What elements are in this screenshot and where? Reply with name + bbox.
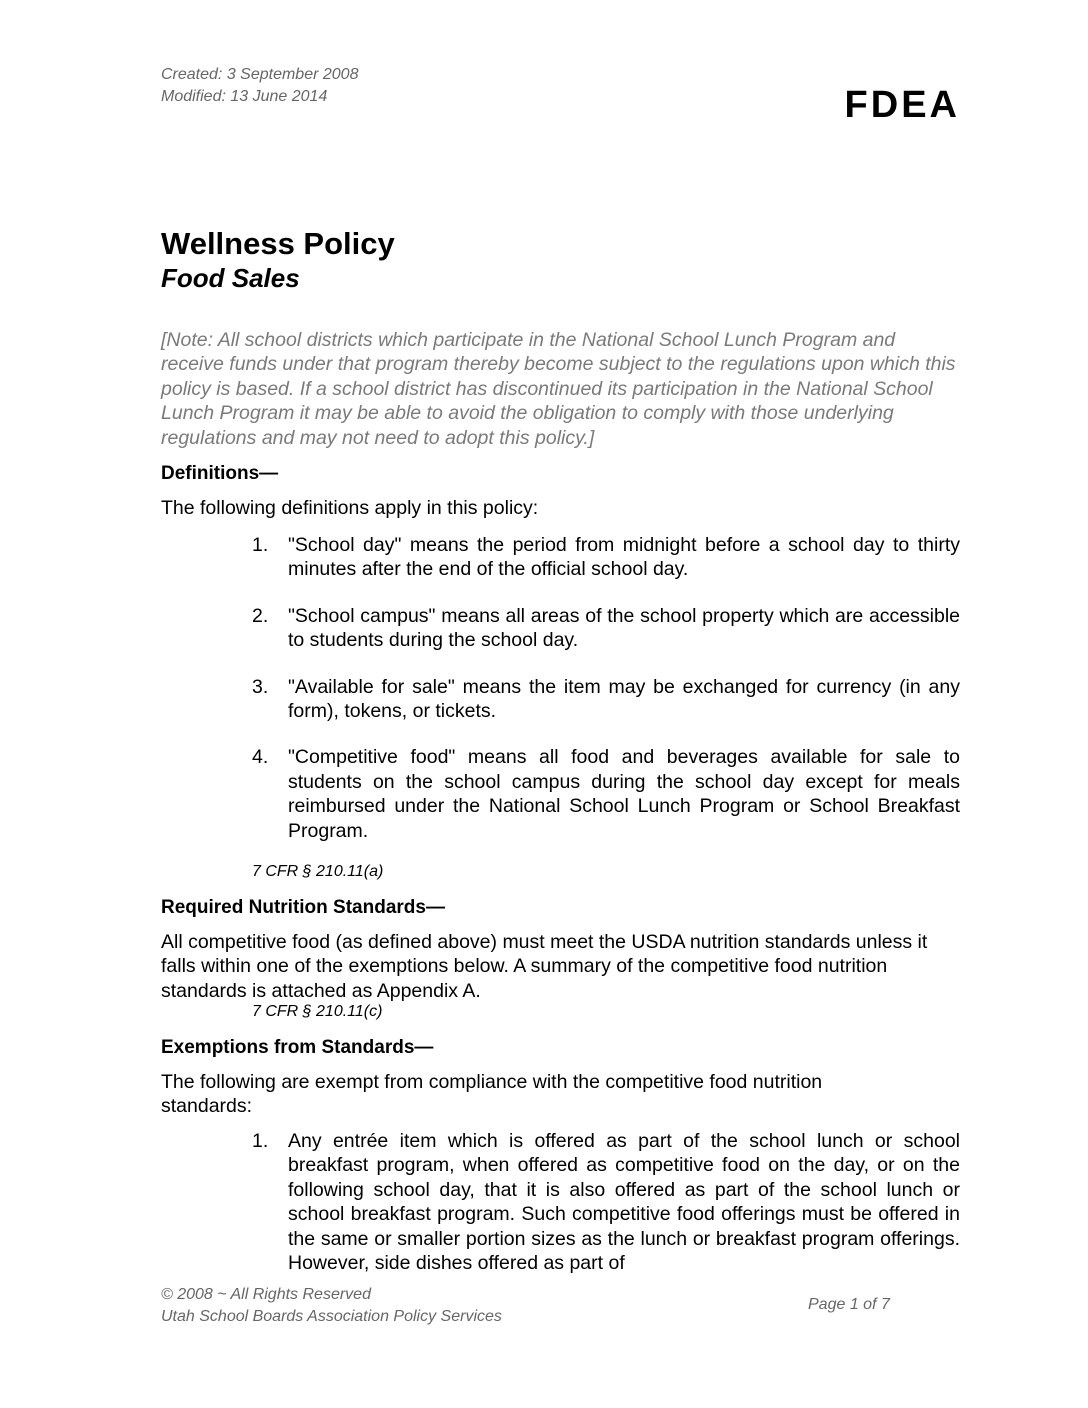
exemptions-list xyxy=(252,1129,960,1275)
list-item: 1. Any entrée item which is offered as part of the school lunch or school breakfast program, when offered as competitive food on the day, or on the following school day, that it is also offered as part of the school lunch or school breakfast program. Such competitive food offerings must be offered in the same or smaller portion sizes as the lunch or breakfast program offerings. However, side dishes offered as part of xyxy=(252,1130,960,1275)
standards-citation: 7 CFR § 210.11(c) xyxy=(252,1003,383,1020)
definitions-list xyxy=(252,533,960,843)
policy-code: FDEA xyxy=(844,84,960,126)
definitions-citation: 7 CFR § 210.11(a) xyxy=(252,863,384,880)
standards-heading: Required Nutrition Standards— xyxy=(161,897,445,918)
page-title: Wellness Policy xyxy=(161,226,395,261)
page-number: Page 1 of 7 xyxy=(808,1296,890,1313)
organization-text: Utah School Boards Association Policy Services xyxy=(161,1308,502,1325)
document-meta xyxy=(161,64,358,108)
definitions-intro: The following definitions apply in this policy: xyxy=(161,497,539,519)
standards-text: All competitive food (as defined above) must meet the USDA nutrition standards unless it falls within one of the exemptions below. A summary of the competitive food nutrition standards is attached as Appendix A. xyxy=(161,931,928,1002)
list-item: 4. "Competitive food" means all food and beverages available for sale to students on the school campus during the school day except for meals reimbursed under the National School Lunch Program or School Breakfast Program. xyxy=(252,746,960,842)
created-date: Created: 3 September 2008 xyxy=(161,66,359,83)
list-item: 3. "Available for sale" means the item may be exchanged for currency (in any form), tokens, or tickets. xyxy=(252,675,960,723)
editorial-note: [Note: All school districts which participate in the National School Lunch Program and receive funds under that program thereby become subject to the regulations upon which this policy is based. If a school district has discontinued its participation in the National School Lunch Program it may be able to avoid the obligation to comply with those underlying regulations and may not need to adopt this policy.] xyxy=(161,329,956,449)
copyright-text: © 2008 ~ All Rights Reserved xyxy=(161,1286,371,1303)
exemptions-intro: The following are exempt from compliance with the competitive food nutrition standards: xyxy=(161,1071,823,1118)
list-item: 2. "School campus" means all areas of the school property which are accessible to students during the school day. xyxy=(252,604,960,652)
page-footer xyxy=(161,1284,502,1328)
exemptions-heading: Exemptions from Standards— xyxy=(161,1037,434,1058)
definitions-heading: Definitions— xyxy=(161,463,279,484)
modified-date: Modified: 13 June 2014 xyxy=(161,88,328,105)
list-item: 1. "School day" means the period from midnight before a school day to thirty minutes after the end of the official school day. xyxy=(252,534,960,581)
page-subtitle: Food Sales xyxy=(161,263,300,293)
